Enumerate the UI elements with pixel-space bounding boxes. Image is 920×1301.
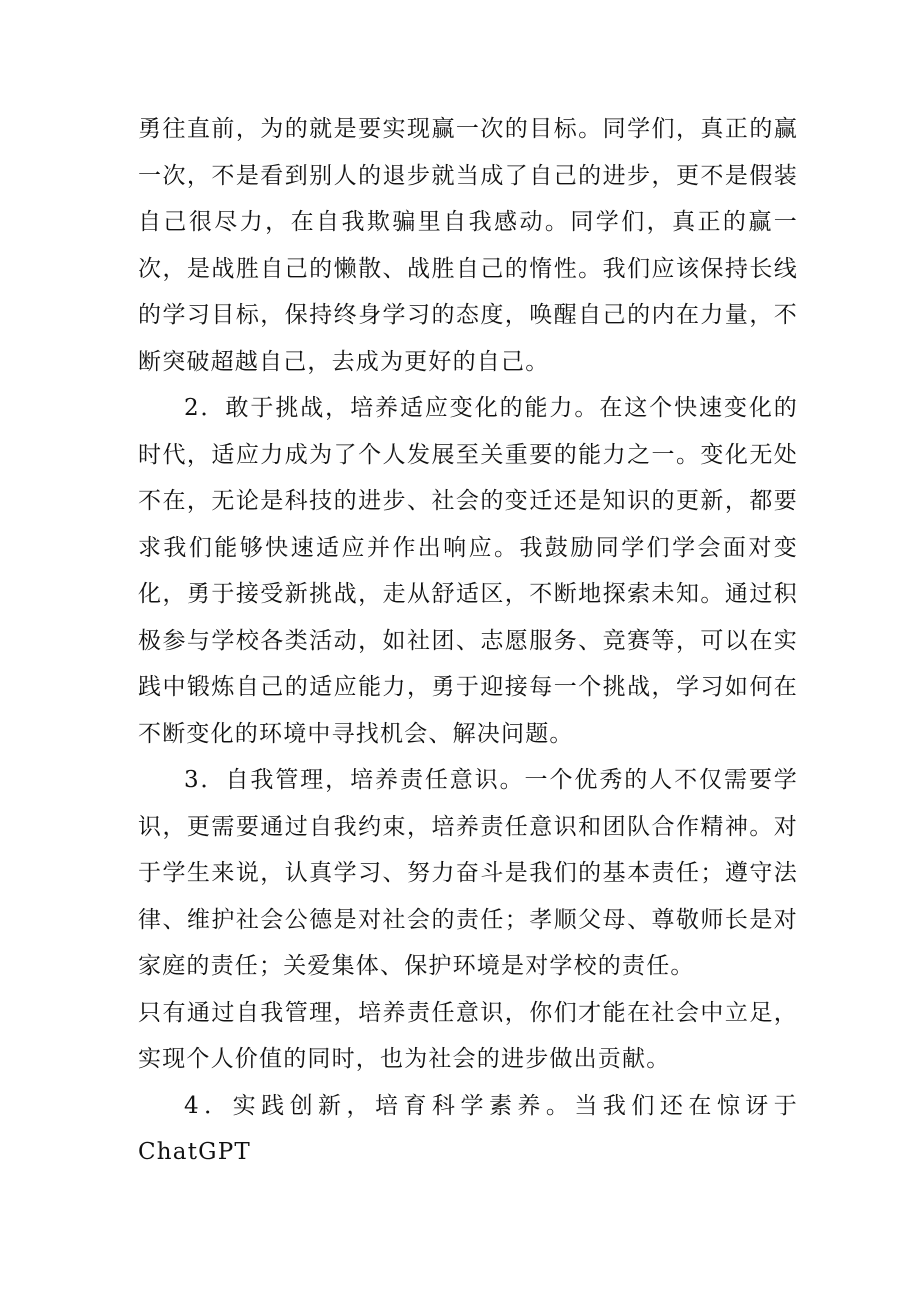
paragraph-responsibility-summary: 只有通过自我管理，培养责任意识，你们才能在社会中立足，实现个人价值的同时，也为社会的进步做出贡献。 [138,999,798,1072]
document-body [138,106,798,1176]
paragraph-point-3: 3．自我管理，培养责任意识。一个优秀的人不仅需要学识，更需要通过自我约束，培养责任意识和团队合作精神。对于学生来说，认真学习、努力奋斗是我们的基本责任；遵守法律、维护社会公德是对社会的责任；孝顺父母、尊敬师长是对家庭的责任；关爱集体、保护环境是对学校的责任。 [138,767,798,979]
paragraph-point-2: 2．敢于挑战，培养适应变化的能力。在这个快速变化的时代，适应力成为了个人发展至关重要的能力之一。变化无处不在，无论是科技的进步、社会的变迁还是知识的更新，都要求我们能够快速适应并作出响应。我鼓励同学们学会面对变化，勇于接受新挑战，走从舒适区，不断地探索未知。通过积极参与学校各类活动，如社团、志愿服务、竞赛等，可以在实践中锻炼自己的适应能力，勇于迎接每一个挑战，学习如何在不断变化的环境中寻找机会、解决问题。 [138,395,798,747]
paragraph-point-4: 4．实践创新，培育科学素养。当我们还在惊讶于ChatGPT [138,1092,798,1165]
paragraph-continued: 勇往直前，为的就是要实现赢一次的目标。同学们，真正的赢一次，不是看到别人的退步就当成了自己的进步，更不是假装自己很尽力，在自我欺骗里自我感动。同学们，真正的赢一次，是战胜自己的懒散、战胜自己的惰性。我们应该保持长线的学习目标，保持终身学习的态度，唤醒自己的内在力量，不断突破超越自己，去成为更好的自己。 [138,116,798,375]
